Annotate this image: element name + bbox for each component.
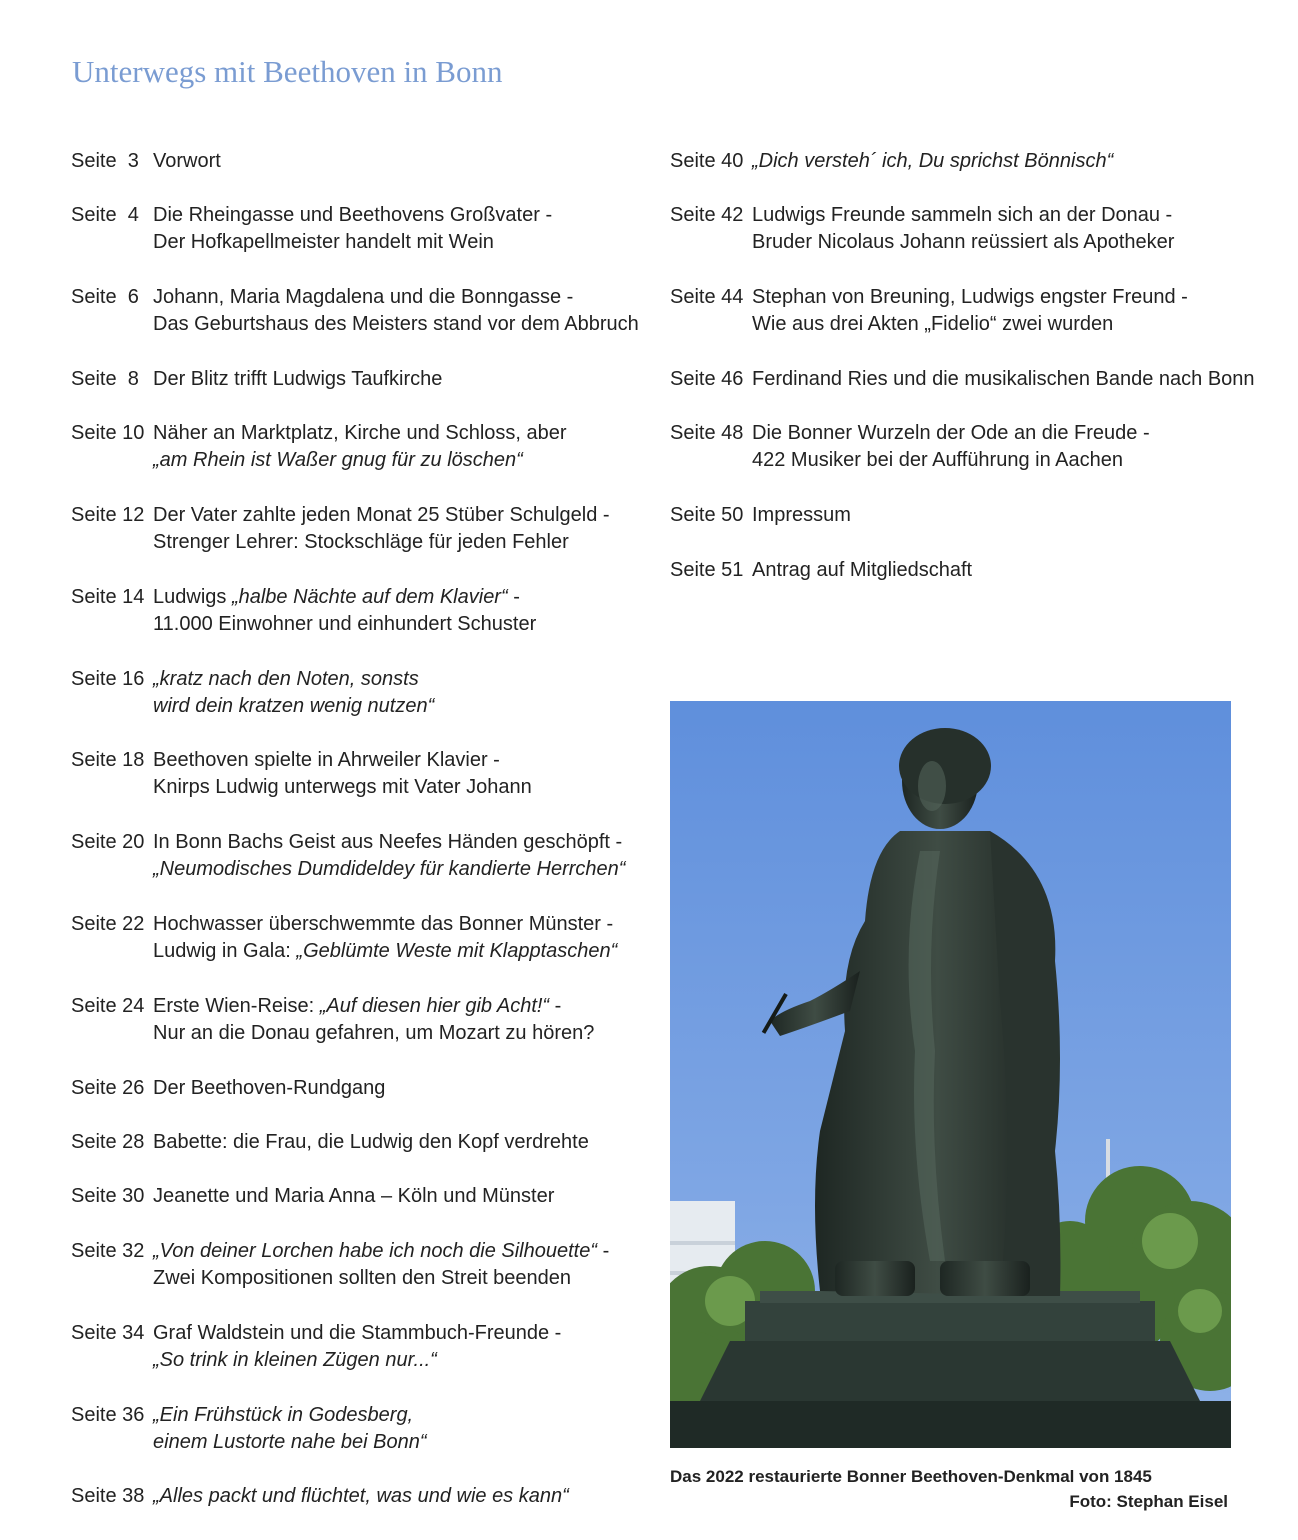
plain-text: Ludwig in Gala: — [153, 940, 297, 962]
toc-title-line — [153, 1320, 561, 1347]
toc-page-number: Seite 34 — [71, 1322, 145, 1344]
quote-text: wird dein kratzen wenig nutzen“ — [153, 695, 435, 717]
toc-title-line — [752, 229, 1174, 256]
toc-title-line — [153, 666, 434, 693]
quote-text: „Alles packt und flüchtet, was und wie es kann“ — [153, 1485, 569, 1507]
photo-credit: Foto: Stephan Eisel — [1069, 1492, 1228, 1511]
toc-page-number: Seite 14 — [71, 586, 145, 608]
toc-title — [153, 420, 567, 474]
toc-title-line — [153, 1429, 427, 1456]
plain-text: Näher an Marktplatz, Kirche und Schloss, aber — [153, 422, 567, 444]
toc-title — [153, 366, 442, 393]
toc-title-line — [153, 829, 625, 856]
toc-title-line — [153, 693, 434, 720]
toc-title — [153, 1483, 569, 1510]
toc-title-line — [153, 911, 617, 938]
plain-text: Babette: die Frau, die Ludwig den Kopf verdrehte — [153, 1131, 589, 1153]
page-title: Unterwegs mit Beethoven in Bonn — [72, 54, 503, 89]
toc-page-number: Seite 12 — [71, 504, 145, 526]
plain-text: Die Rheingasse und Beethovens Großvater - — [153, 204, 553, 226]
toc-title-line — [153, 366, 442, 393]
plain-text: - — [507, 586, 520, 608]
toc-page-number: Seite 48 — [670, 422, 744, 444]
beethoven-monument-photo — [670, 701, 1231, 1448]
plain-text: Johann, Maria Magdalena und die Bonngasse - — [153, 286, 574, 308]
toc-title — [153, 584, 536, 638]
toc-title-line — [153, 311, 639, 338]
toc-title — [153, 993, 594, 1047]
toc-title-line — [153, 284, 639, 311]
toc-page-number: Seite 8 — [71, 368, 139, 390]
quote-text: „am Rhein ist Waßer gnug für zu löschen“ — [153, 449, 523, 471]
toc-title — [153, 148, 221, 175]
pedestal — [670, 1401, 1231, 1448]
toc-title-line — [153, 774, 532, 801]
plain-text: Der Vater zahlte jeden Monat 25 Stüber Schulgeld - — [153, 504, 610, 526]
quote-text: „halbe Nächte auf dem Klavier“ — [231, 586, 508, 608]
toc-title — [752, 148, 1113, 175]
toc-title-line — [752, 366, 1255, 393]
toc-page-number: Seite 3 — [71, 150, 139, 172]
toc-title-line — [153, 1020, 594, 1047]
toc-title — [752, 557, 972, 584]
toc-title — [752, 284, 1188, 338]
plain-text: Der Beethoven-Rundgang — [153, 1077, 386, 1099]
toc-page-number: Seite 51 — [670, 559, 744, 581]
plain-text: Ferdinand Ries und die musikalischen Bande nach Bonn — [752, 368, 1255, 390]
toc-title-line — [153, 529, 610, 556]
plain-text: - — [597, 1240, 610, 1262]
quote-text: „Dich versteh´ ich, Du sprichst Bönnisch“ — [752, 150, 1114, 172]
toc-title-line — [752, 447, 1150, 474]
plain-text: Graf Waldstein und die Stammbuch-Freunde - — [153, 1322, 562, 1344]
toc-title — [153, 502, 610, 556]
toc-page-number: Seite 10 — [71, 422, 145, 444]
plain-text: Wie aus drei Akten „Fidelio“ zwei wurden — [752, 313, 1114, 335]
toc-title-line — [752, 202, 1174, 229]
quote-text: „So trink in kleinen Zügen nur...“ — [153, 1349, 437, 1371]
quote-text: „Neumodisches Dumdideldey für kandierte Herrchen“ — [153, 858, 626, 880]
toc-page-number: Seite 38 — [71, 1485, 145, 1507]
toc-title-line — [153, 447, 567, 474]
toc-title-line — [153, 584, 536, 611]
toc-page-number: Seite 16 — [71, 668, 145, 690]
plain-text: Die Bonner Wurzeln der Ode an die Freude - — [752, 422, 1150, 444]
plain-text: - — [549, 995, 562, 1017]
plain-text: Antrag auf Mitgliedschaft — [752, 559, 973, 581]
toc-title — [153, 1238, 609, 1292]
quote-text: „kratz nach den Noten, sonsts — [153, 668, 419, 690]
toc-title — [153, 1320, 561, 1374]
plain-text: Ludwigs Freunde sammeln sich an der Donau - — [752, 204, 1173, 226]
toc-title-line — [153, 1483, 569, 1510]
toc-title — [752, 502, 851, 529]
toc-title-line — [153, 1347, 561, 1374]
toc-title-line — [153, 1238, 609, 1265]
toc-page-number: Seite 26 — [71, 1077, 145, 1099]
toc-title-line — [153, 993, 594, 1020]
toc-title — [153, 1129, 589, 1156]
quote-text: „Von deiner Lorchen habe ich noch die Silhouette“ — [153, 1240, 598, 1262]
toc-title — [153, 747, 532, 801]
toc-title — [153, 284, 639, 338]
plain-text: Beethoven spielte in Ahrweiler Klavier - — [153, 749, 500, 771]
toc-title-line — [153, 1265, 609, 1292]
plain-text: Ludwigs — [153, 586, 232, 608]
toc-title-line — [153, 1129, 589, 1156]
toc-title — [153, 1402, 427, 1456]
toc-title-line — [153, 502, 610, 529]
toc-title — [153, 666, 434, 720]
plain-text: Vorwort — [153, 150, 221, 172]
toc-title — [752, 420, 1150, 474]
toc-title-line — [153, 420, 567, 447]
toc-title — [153, 911, 617, 965]
plain-text: Nur an die Donau gefahren, um Mozart zu hören? — [153, 1022, 595, 1044]
toc-title-line — [153, 747, 532, 774]
quote-text: einem Lustorte nahe bei Bonn“ — [153, 1431, 427, 1453]
toc-title-line — [153, 938, 617, 965]
quote-text: „Ein Frühstück in Godesberg, — [153, 1404, 414, 1426]
toc-page-number: Seite 42 — [670, 204, 744, 226]
toc-page-number: Seite 22 — [71, 913, 145, 935]
toc-title — [752, 202, 1174, 256]
plain-text: Das Geburtshaus des Meisters stand vor dem Abbruch — [153, 313, 639, 335]
plain-text: Strenger Lehrer: Stockschläge für jeden Fehler — [153, 531, 569, 553]
toc-title-line — [153, 611, 536, 638]
toc-title-line — [153, 202, 552, 229]
toc-title-line — [752, 284, 1188, 311]
quote-text: „Geblümte Weste mit Klapptaschen“ — [296, 940, 618, 962]
toc-title-line — [752, 148, 1113, 175]
toc-title-line — [752, 420, 1150, 447]
toc-page-number: Seite 28 — [71, 1131, 145, 1153]
toc-title-line — [752, 502, 851, 529]
toc-page-number: Seite 46 — [670, 368, 744, 390]
photo-caption: Das 2022 restaurierte Bonner Beethoven-Denkmal von 1845 — [670, 1467, 1152, 1486]
plain-text: In Bonn Bachs Geist aus Neefes Händen geschöpft - — [153, 831, 623, 853]
plain-text: Stephan von Breuning, Ludwigs engster Freund - — [752, 286, 1188, 308]
toc-page-number: Seite 32 — [71, 1240, 145, 1262]
plain-text: Jeanette und Maria Anna – Köln und Münster — [153, 1185, 555, 1207]
toc-page-number: Seite 20 — [71, 831, 145, 853]
toc-page-number: Seite 30 — [71, 1185, 145, 1207]
toc-page-number: Seite 18 — [71, 749, 145, 771]
toc-page-number: Seite 24 — [71, 995, 145, 1017]
quote-text: „Auf diesen hier gib Acht!“ — [319, 995, 550, 1017]
toc-page-number: Seite 36 — [71, 1404, 145, 1426]
toc-title-line — [752, 557, 972, 584]
plain-text: Knirps Ludwig unterwegs mit Vater Johann — [153, 776, 532, 798]
toc-page-number: Seite 40 — [670, 150, 744, 172]
toc-page-number: Seite 50 — [670, 504, 744, 526]
toc-title — [153, 1075, 385, 1102]
plain-text: Zwei Kompositionen sollten den Streit beenden — [153, 1267, 572, 1289]
plain-text: Hochwasser überschwemmte das Bonner Münster - — [153, 913, 614, 935]
toc-title — [153, 829, 625, 883]
plain-text: Der Hofkapellmeister handelt mit Wein — [153, 231, 494, 253]
plain-text: 11.000 Einwohner und einhundert Schuster — [153, 613, 537, 635]
plain-text: 422 Musiker bei der Aufführung in Aachen — [752, 449, 1123, 471]
toc-title-line — [752, 311, 1188, 338]
plain-text: Der Blitz trifft Ludwigs Taufkirche — [153, 368, 443, 390]
toc-title-line — [153, 856, 625, 883]
plain-text: Impressum — [752, 504, 851, 526]
toc-page-number: Seite 6 — [71, 286, 139, 308]
toc-title — [752, 366, 1255, 393]
toc-title-line — [153, 1402, 427, 1429]
plain-text: Erste Wien-Reise: — [153, 995, 320, 1017]
toc-page-number: Seite 44 — [670, 286, 744, 308]
plain-text: Bruder Nicolaus Johann reüssiert als Apotheker — [752, 231, 1175, 253]
toc-page-number: Seite 4 — [71, 204, 139, 226]
toc-title-line — [153, 229, 552, 256]
toc-title — [153, 202, 552, 256]
toc-title-line — [153, 1075, 385, 1102]
toc-title-line — [153, 1183, 554, 1210]
toc-title — [153, 1183, 554, 1210]
toc-title-line — [153, 148, 221, 175]
